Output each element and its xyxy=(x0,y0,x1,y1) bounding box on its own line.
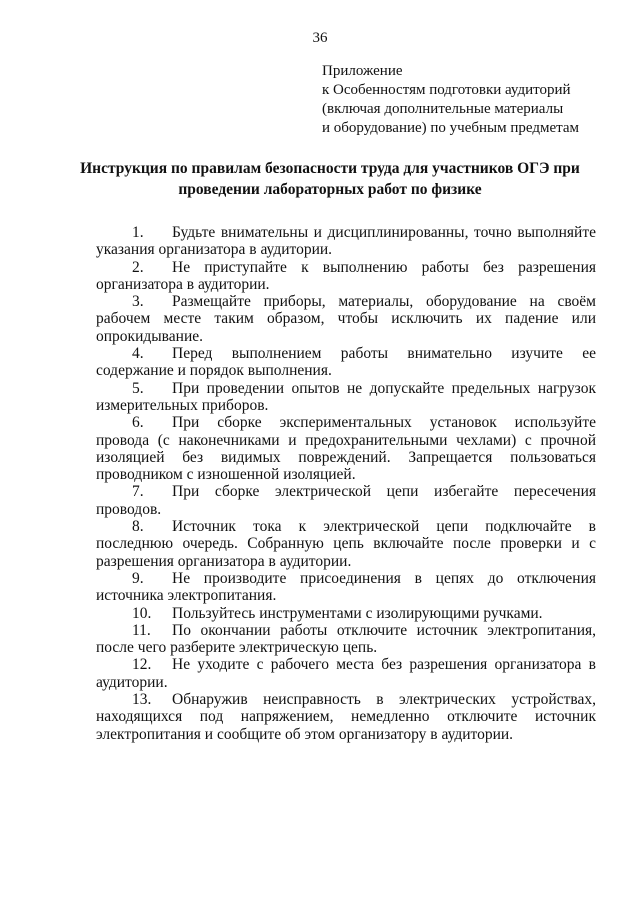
list-item xyxy=(96,622,596,657)
appendix-line: к Особенностям подготовки аудиторий xyxy=(322,82,571,98)
item-text: По окончании работы отключите источник электропитания, после чего разберите электрическую цепь. xyxy=(96,621,596,657)
item-text: При сборке электрической цепи избегайте пересечения проводов. xyxy=(96,483,596,518)
item-text: Источник тока к электрической цепи подключайте в последнюю очередь. Собранную цепь включайте после проверки и с разрешения организатора в аудитории. xyxy=(96,518,596,570)
item-text: Перед выполнением работы внимательно изучите ее содержание и порядок выполнения. xyxy=(96,345,596,380)
list-item xyxy=(96,259,596,294)
list-item xyxy=(96,483,596,518)
appendix-line: и оборудование) по учебным предметам xyxy=(322,120,580,136)
item-number: 12. xyxy=(132,656,152,674)
list-item xyxy=(96,224,596,259)
item-number: 6. xyxy=(132,414,144,432)
list-item xyxy=(96,605,596,622)
list-item xyxy=(96,656,596,691)
item-text: Будьте внимательны и дисциплинированны, точно выполняйте указания организатора в аудитории. xyxy=(96,224,596,259)
list-item xyxy=(96,691,596,743)
list-item xyxy=(96,518,596,570)
item-text: Пользуйтесь инструментами с изолирующими ручками. xyxy=(172,604,543,622)
appendix-note xyxy=(322,62,579,138)
item-text: Не приступайте к выполнению работы без разрешения организатора в аудитории. xyxy=(96,258,596,293)
item-number: 4. xyxy=(132,345,144,363)
title-line: проведении лабораторных работ по физике xyxy=(178,181,482,198)
item-text: При сборке экспериментальных установок используйте провода (с наконечниками и предохранительными чехлами) с прочной изоляцией без видимых повреждений. Запрещается пользоваться проводником с изношенной изоляцией. xyxy=(96,414,596,484)
list-item xyxy=(96,345,596,380)
item-text: Не производите присоединения в цепях до отключения источника электропитания. xyxy=(96,569,596,605)
item-number: 5. xyxy=(132,379,144,397)
list-item xyxy=(96,380,596,415)
item-number: 8. xyxy=(132,518,144,536)
instruction-list xyxy=(96,224,596,743)
appendix-line: Приложение xyxy=(322,63,403,79)
list-item xyxy=(96,570,596,605)
item-number: 2. xyxy=(132,258,144,276)
item-number: 13. xyxy=(132,691,152,709)
item-number: 3. xyxy=(132,293,144,311)
item-text: Обнаружив неисправность в электрических устройствах, находящихся под напряжением, немедленно отключите источник электропитания и сообщите об этом организатору в аудитории. xyxy=(96,691,596,743)
appendix-line: (включая дополнительные материалы xyxy=(322,101,564,117)
title-line: Инструкция по правилам безопасности труда для участников ОГЭ при xyxy=(80,160,580,177)
item-number: 7. xyxy=(132,483,144,501)
item-text: Не уходите с рабочего места без разрешения организатора в аудитории. xyxy=(96,656,596,691)
item-number: 9. xyxy=(132,569,144,587)
item-number: 10. xyxy=(132,604,152,622)
item-text: При проведении опытов не допускайте предельных нагрузок измерительных приборов. xyxy=(96,379,596,414)
item-text: Размещайте приборы, материалы, оборудование на своём рабочем месте таким образом, чтобы исключить их падение или опрокидывание. xyxy=(96,293,596,345)
list-item xyxy=(96,293,596,345)
list-item xyxy=(96,414,596,483)
page-number: 36 xyxy=(312,30,328,46)
item-number: 11. xyxy=(132,621,151,639)
item-number: 1. xyxy=(132,224,144,241)
document-title xyxy=(80,158,580,200)
